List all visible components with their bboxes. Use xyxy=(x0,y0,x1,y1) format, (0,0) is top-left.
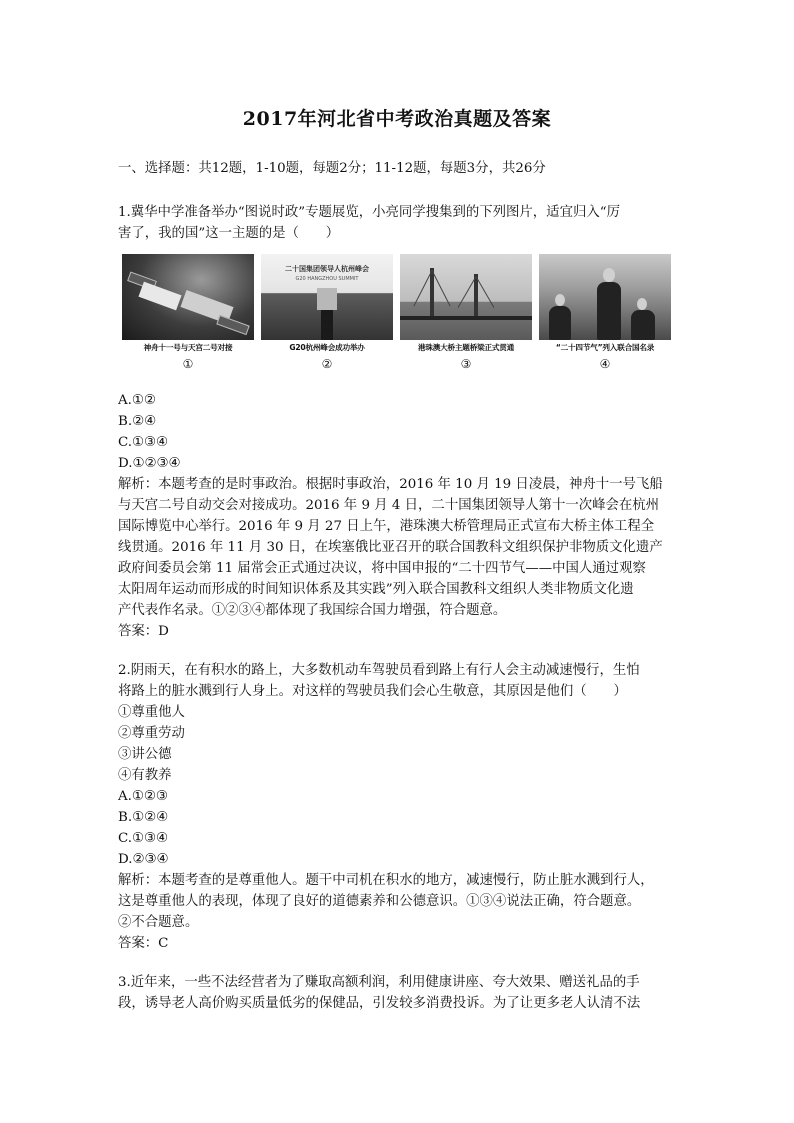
text-line: 解析：本题考查的是时事政治。根据时事政治，2016 年 10 月 19 日凌晨，神舟十一号飞船 xyxy=(118,477,663,492)
figure-2-banner: 二十国集团领导人杭州峰会 xyxy=(285,265,369,273)
option-d: D.②③④ xyxy=(118,852,169,867)
option-c: C.①③④ xyxy=(118,831,169,846)
figure-2-number: ② xyxy=(321,357,333,371)
question-2-stem xyxy=(118,660,678,954)
option-a: A.①②③ xyxy=(118,789,168,804)
figure-3 xyxy=(400,254,532,371)
option-c: C.①③④ xyxy=(118,435,169,450)
option-d: D.①②③④ xyxy=(118,456,181,471)
statement-2: ②尊重劳动 xyxy=(118,726,185,741)
question-1-analysis xyxy=(118,474,678,642)
figure-4-caption: “二十四节气”列入联合国名录 xyxy=(555,343,655,352)
question-1-options xyxy=(118,390,678,474)
question-1-figures xyxy=(122,254,674,378)
text-line: 1.冀华中学准备举办“图说时政”专题展览，小亮同学搜集到的下列图片，适宜归入“厉 xyxy=(118,205,620,220)
page-title: 2017年河北省中考政治真题及答案 xyxy=(242,108,552,130)
text-line: 产代表作名录。①②③④都体现了我国综合国力增强，符合题意。 xyxy=(118,603,507,618)
section-heading: 一、选择题：共12题，1-10题，每题2分；11-12题，每题3分，共26分 xyxy=(118,161,546,176)
figure-3-image xyxy=(400,254,532,340)
question-1-answer: 答案：D xyxy=(118,624,169,639)
question-3-stem xyxy=(118,972,678,1014)
figure-3-caption: 港珠澳大桥主题桥梁正式贯通 xyxy=(417,343,515,352)
option-b: B.①②④ xyxy=(118,810,169,825)
statement-1: ①尊重他人 xyxy=(118,705,185,720)
text-line: 线贯通。2016 年 11 月 30 日，在埃塞俄比亚召开的联合国教科文组织保护非物质文化遗产 xyxy=(118,540,663,555)
figure-1-image xyxy=(122,254,254,340)
text-line: 害了，我的国”这一主题的是（ ） xyxy=(118,226,340,241)
text-line: 将路上的脏水溅到行人身上。对这样的驾驶员我们会心生敬意，其原因是他们（ ） xyxy=(118,684,627,699)
text-line: 3.近年来，一些不法经营者为了赚取高额利润，利用健康讲座、夸大效果、赠送礼品的手 xyxy=(118,975,640,990)
figure-4-number: ④ xyxy=(599,357,611,371)
figure-1-caption: 神舟十一号与天宫二号对接 xyxy=(143,343,233,352)
text-line: 解析：本题考查的是尊重他人。题干中司机在积水的地方，减速慢行，防止脏水溅到行人， xyxy=(118,873,654,888)
text-line: 政府间委员会第 11 届常会正式通过决议，将中国申报的“二十四节气——中国人通过观察 xyxy=(118,561,646,576)
text-line: 国际博览中心举行。2016 年 9 月 27 日上午，港珠澳大桥管理局正式宣布大桥主体工程全 xyxy=(118,519,655,534)
figure-4 xyxy=(539,254,671,371)
text-line: ②不合题意。 xyxy=(118,915,199,930)
text-line: 与天宫二号自动交会对接成功。2016 年 9 月 4 日，二十国集团领导人第十一次峰会在杭州 xyxy=(118,498,660,513)
question-2-answer: 答案：C xyxy=(118,936,169,951)
text-line: 这是尊重他人的表现，体现了良好的道德素养和公德意识。①③④说法正确，符合题意。 xyxy=(118,894,641,909)
figure-1-number: ① xyxy=(182,357,194,371)
text-line: 2.阴雨天，在有积水的路上，大多数机动车驾驶员看到路上有行人会主动减速慢行，生怕 xyxy=(118,663,640,678)
figure-4-image xyxy=(539,254,671,340)
figure-1 xyxy=(122,254,254,371)
text-line: 太阳周年运动而形成的时间知识体系及其实践”列入联合国教科文组织人类非物质文化遗 xyxy=(118,582,634,597)
option-b: B.②④ xyxy=(118,414,157,429)
text-line: 段，诱导老人高价购买质量低劣的保健品，引发较多消费投诉。为了让更多老人认清不法 xyxy=(118,996,641,1011)
figure-2-image xyxy=(261,254,393,340)
question-1-stem xyxy=(118,202,678,244)
figure-3-number: ③ xyxy=(460,357,472,371)
statement-3: ③讲公德 xyxy=(118,747,172,762)
option-a: A.①② xyxy=(118,393,156,408)
figure-2-caption: G20杭州峰会成功举办 xyxy=(289,343,365,352)
figure-2-banner-sub: G20 HANGZHOU SUMMIT xyxy=(295,276,359,282)
figure-2 xyxy=(261,254,393,371)
statement-4: ④有教养 xyxy=(118,768,172,783)
